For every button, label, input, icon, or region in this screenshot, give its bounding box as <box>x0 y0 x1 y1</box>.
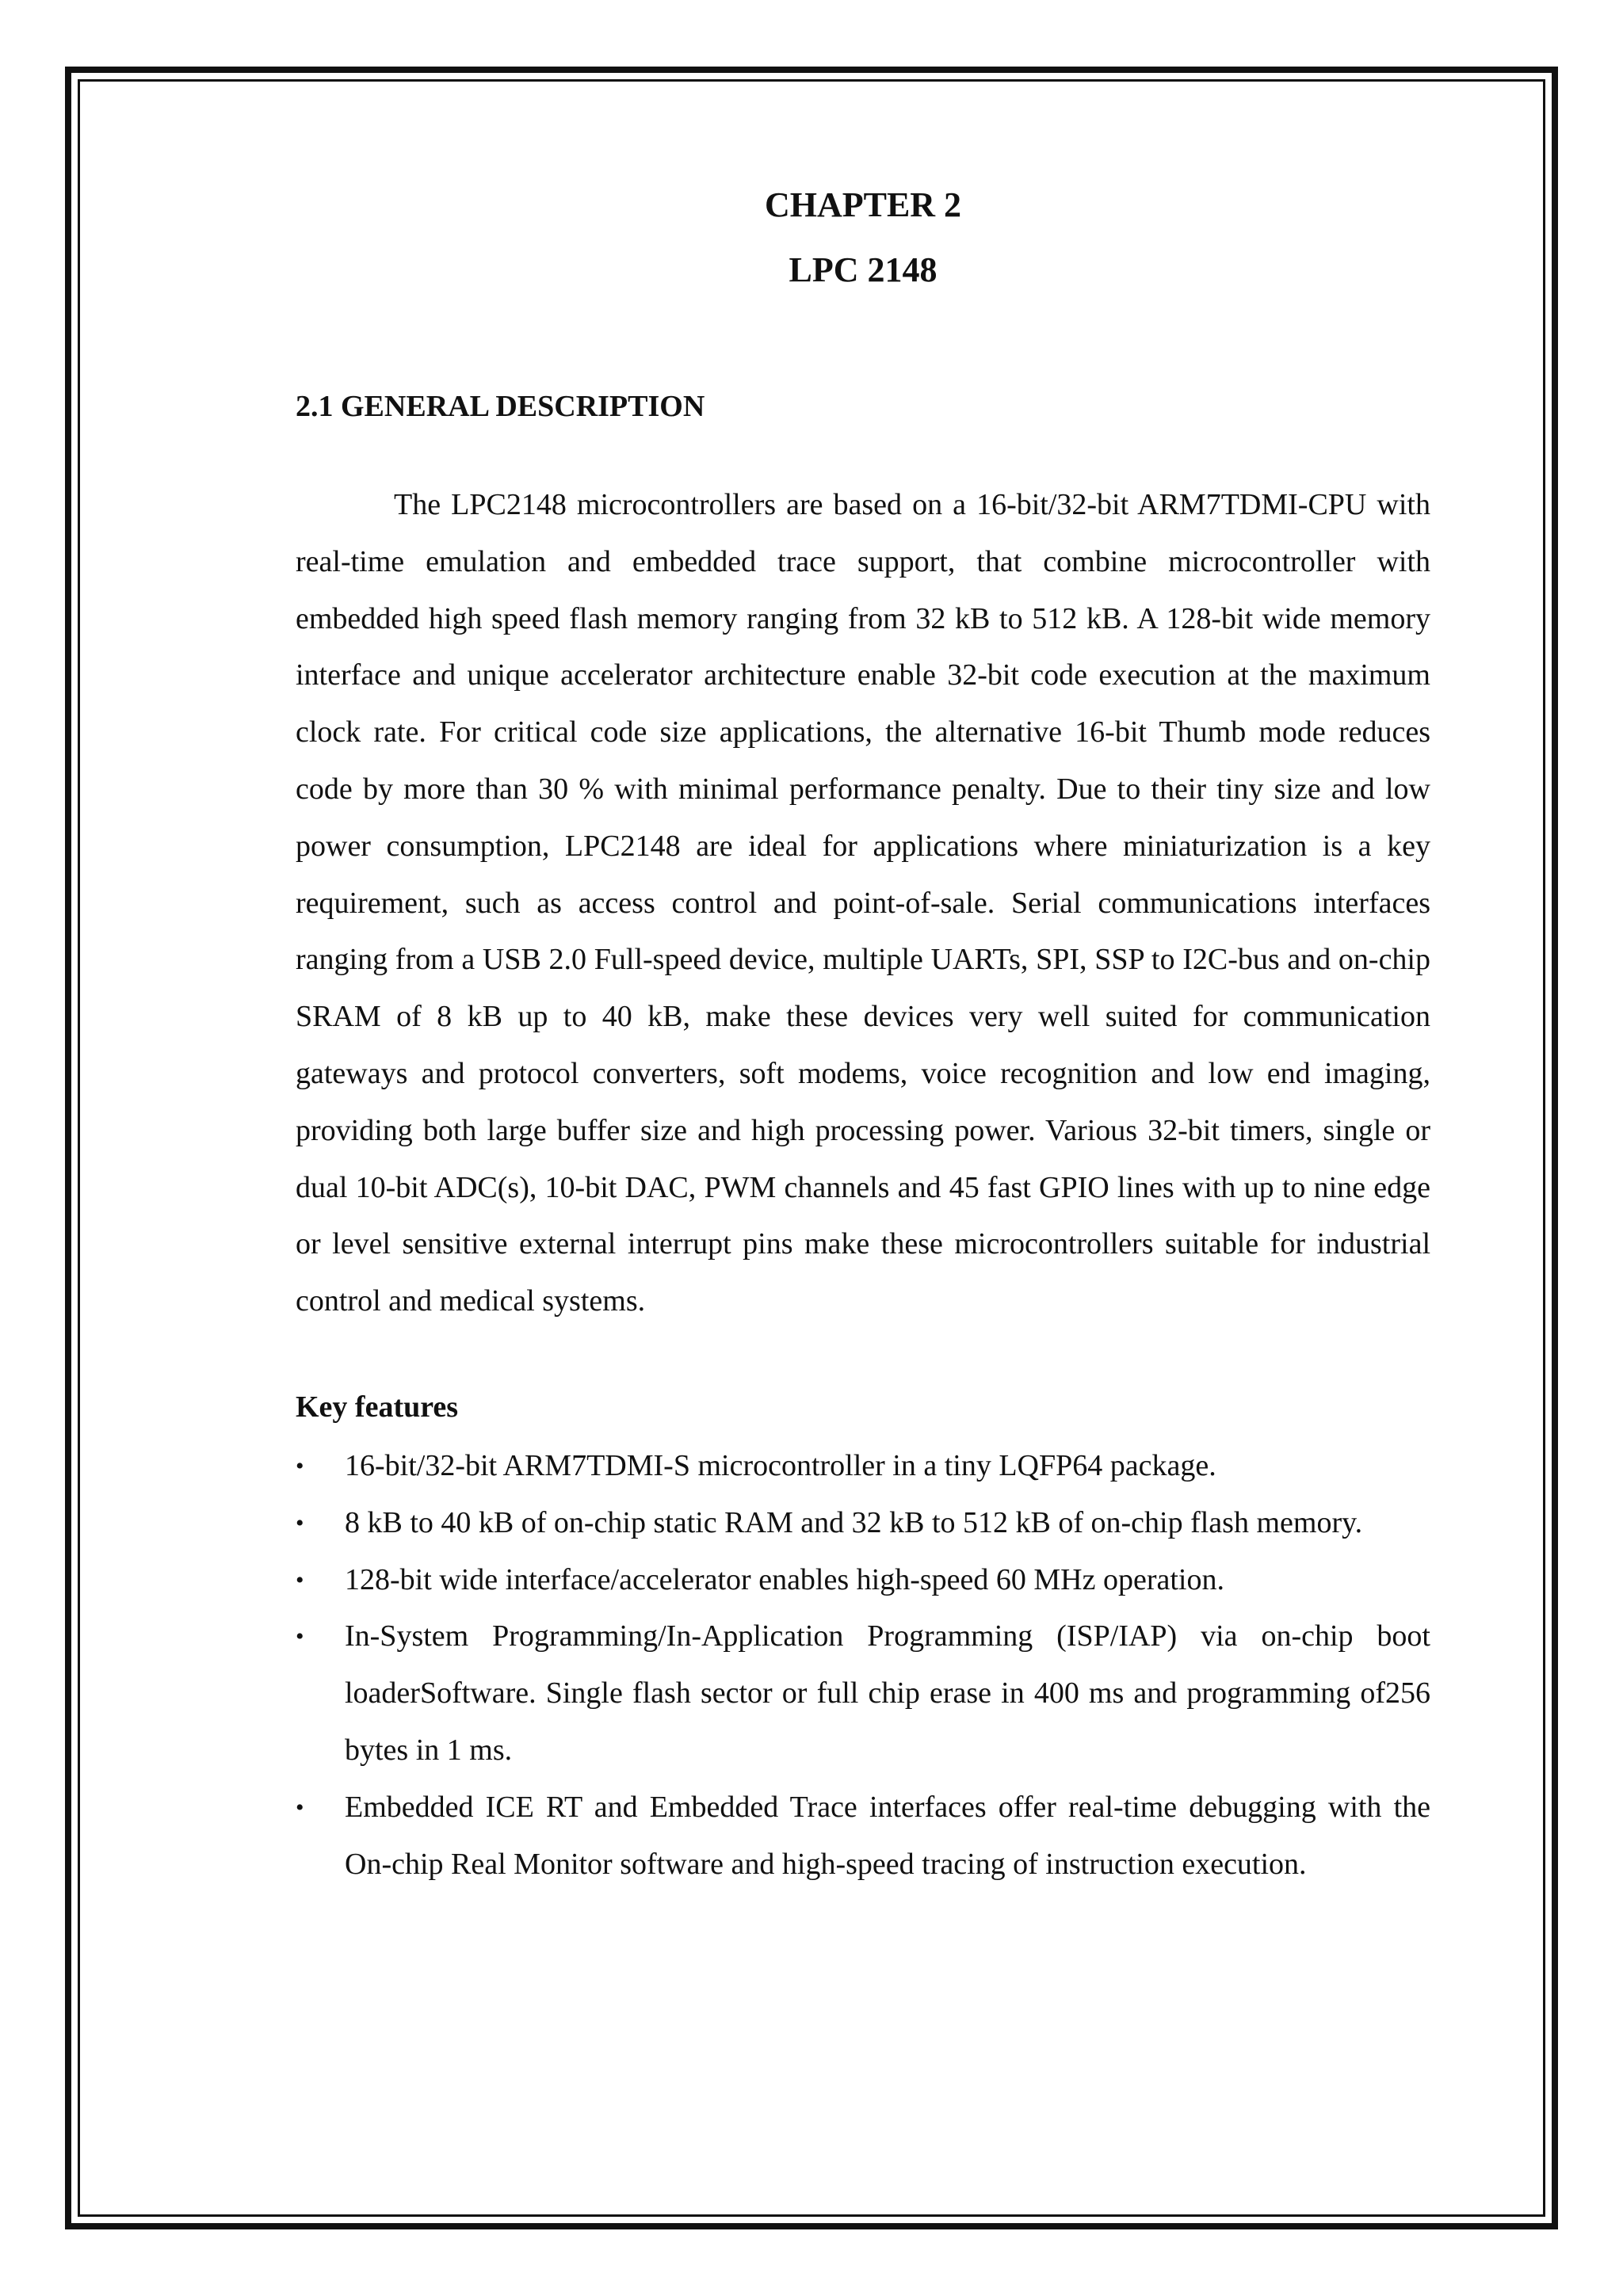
chapter-number: CHAPTER 2 <box>764 185 962 224</box>
general-description-paragraph: The LPC2148 microcontrollers are based on a 16-bit/32-bit ARM7TDMI-CPU with real-time emulation and embedded trace support, that combine microcontroller with embedded high speed flash memory ranging from 32 kB to 512 kB. A 128-bit wide memory interface and unique accelerator architecture enable 32-bit code execution at the maximum clock rate. For critical code size applications, the alternative 16-bit Thumb mode reduces code by more than 30 % with minimal performance penalty. Due to their tiny size and low power consumption, LPC2148 are ideal for applications where miniaturization is a key requirement, such as access control and point-of-sale. Serial communications interfaces ranging from a USB 2.0 Full-speed device, multiple UARTs, SPI, SSP to I2C-bus and on-chip SRAM of 8 kB up to 40 kB, make these devices very well suited for communication gateways and protocol converters, soft modems, voice recognition and low end imaging, providing both large buffer size and high processing power. Various 32-bit timers, single or dual 10-bit ADC(s), 10-bit DAC, PWM channels and 45 fast GPIO lines with up to nine edge or level sensitive external interrupt pins make these microcontrollers suitable for industrial control and medical systems. <box>296 488 1430 1318</box>
chapter-title: LPC 2148 <box>789 250 938 289</box>
bullet-icon: • <box>296 1623 304 1650</box>
list-item-text: 16-bit/32-bit ARM7TDMI-S microcontroller in a tiny LQFP64 package. <box>345 1448 1216 1482</box>
page-content <box>296 182 1430 1893</box>
list-item <box>296 1608 1430 1779</box>
section-heading: 2.1 GENERAL DESCRIPTION <box>296 390 705 423</box>
list-item <box>296 1552 1430 1609</box>
list-item-text: 128-bit wide interface/accelerator enables high-speed 60 MHz operation. <box>345 1562 1224 1596</box>
bullet-icon: • <box>296 1452 304 1479</box>
bullet-icon: • <box>296 1509 304 1536</box>
bullet-icon: • <box>296 1794 304 1821</box>
key-features-list <box>296 1438 1430 1893</box>
list-item <box>296 1438 1430 1495</box>
bullet-icon: • <box>296 1566 304 1593</box>
key-features-heading: Key features <box>296 1390 459 1424</box>
list-item-text: 8 kB to 40 kB of on-chip static RAM and 32 kB to 512 kB of on-chip flash memory. <box>345 1505 1363 1539</box>
list-item <box>296 1779 1430 1894</box>
list-item <box>296 1495 1430 1552</box>
list-item-text: Embedded ICE RT and Embedded Trace interfaces offer real-time debugging with the On-chip Real Monitor software and high-speed tracing of instruction execution. <box>345 1790 1430 1881</box>
list-item-text: In-System Programming/In-Application Programming (ISP/IAP) via on-chip boot loaderSoftware. Single flash sector or full chip erase in 400 ms and programming of256 bytes in 1 ms. <box>345 1619 1430 1767</box>
